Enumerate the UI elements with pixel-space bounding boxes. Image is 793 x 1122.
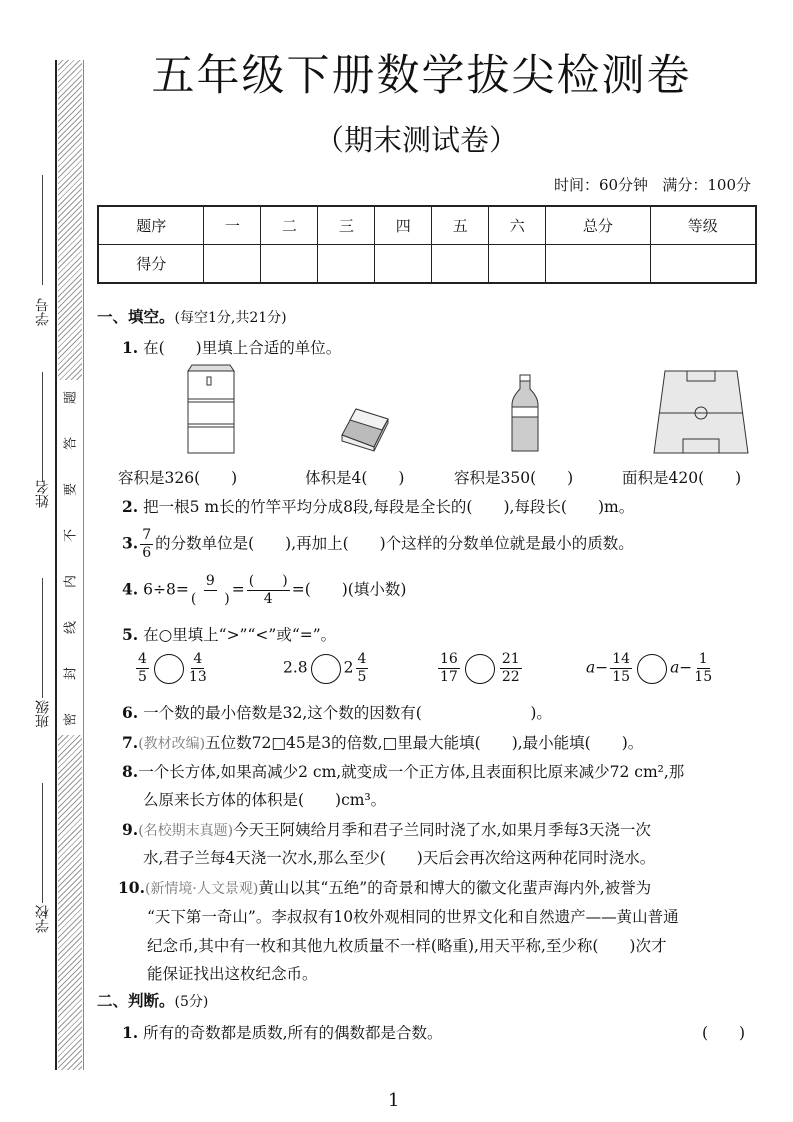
table-header: 四 bbox=[375, 206, 432, 245]
denominator: 4 bbox=[263, 591, 273, 607]
denominator: 5 bbox=[138, 669, 147, 685]
question-text-continued: “天下第一奇山”。李叔叔有10枚外观相同的世界文化和自然遗产——黄山普通 bbox=[147, 908, 679, 926]
numerator: 7 bbox=[142, 527, 152, 543]
question-number: 1. bbox=[122, 338, 139, 357]
question-text: 在○里填上“>”“<”或“=”。 bbox=[143, 626, 337, 644]
score-cell[interactable] bbox=[204, 245, 261, 284]
row-label: 得分 bbox=[98, 245, 204, 284]
denominator: ( ) bbox=[190, 591, 230, 607]
numerator: 4 bbox=[357, 651, 367, 667]
seal-char: 线 bbox=[63, 621, 79, 635]
question-number: 5. bbox=[122, 625, 139, 644]
question-1 bbox=[122, 336, 341, 358]
denominator: 13 bbox=[188, 669, 207, 685]
numerator: 21 bbox=[501, 651, 520, 667]
denominator: 15 bbox=[694, 669, 713, 685]
seal-char: 要 bbox=[63, 483, 79, 497]
section-title: 二、判断。 bbox=[97, 991, 175, 1010]
question-6 bbox=[122, 701, 552, 723]
fraction bbox=[189, 651, 207, 686]
question-7 bbox=[122, 731, 643, 753]
source-tag: (新情境·人文景观) bbox=[144, 881, 259, 897]
compare-item bbox=[283, 651, 370, 686]
question-2 bbox=[122, 495, 634, 517]
denominator: 22 bbox=[501, 669, 520, 685]
name-label: 姓名 bbox=[35, 480, 51, 508]
score-cell[interactable] bbox=[650, 245, 756, 284]
fraction bbox=[191, 573, 230, 608]
denominator: 15 bbox=[612, 669, 631, 685]
table-header: 题序 bbox=[98, 206, 204, 245]
section2-heading bbox=[97, 989, 208, 1011]
question-8 bbox=[122, 760, 684, 782]
table-header: 六 bbox=[489, 206, 546, 245]
fraction bbox=[694, 651, 712, 686]
equals: = bbox=[231, 580, 245, 599]
question-number: 1. bbox=[122, 1023, 139, 1042]
judge-question-1 bbox=[122, 1021, 443, 1043]
seal-char: 封 bbox=[63, 667, 79, 681]
time-info bbox=[554, 174, 751, 195]
score-cell[interactable] bbox=[261, 245, 318, 284]
fraction bbox=[136, 651, 149, 686]
table-header: 五 bbox=[432, 206, 489, 245]
question-number: 2. bbox=[122, 497, 139, 516]
question-text-continued: 能保证找出这枚纪念币。 bbox=[147, 965, 318, 983]
question-text-continued: 纪念币,其中有一枚和其他九枚质量不一样(略重),用天平称,至少称( )次才 bbox=[147, 937, 667, 955]
seal-char: 答 bbox=[63, 437, 79, 451]
table-header: 等级 bbox=[650, 206, 756, 245]
page-title: 五年级下册数学拔尖检测卷 bbox=[151, 51, 692, 101]
fridge-image bbox=[186, 363, 238, 455]
seal-char: 密 bbox=[63, 713, 79, 727]
duration: 时间：60分钟 bbox=[553, 176, 649, 194]
margin-border bbox=[55, 60, 57, 1070]
margin-border bbox=[83, 60, 84, 1070]
score-cell[interactable] bbox=[375, 245, 432, 284]
question-number: 10. bbox=[118, 878, 145, 897]
fraction bbox=[610, 651, 632, 686]
score-table bbox=[97, 205, 757, 284]
fraction bbox=[438, 651, 460, 686]
question-text-continued: 水,君子兰每4天浇一次水,那么至少( )天后会再次给这两种花同时浇水。 bbox=[143, 849, 656, 867]
denominator: 17 bbox=[440, 669, 458, 685]
question-text: 所有的奇数都是质数,所有的偶数都是合数。 bbox=[143, 1024, 443, 1042]
expression: a− bbox=[586, 658, 609, 677]
section-note: (5分) bbox=[174, 994, 209, 1010]
question-5 bbox=[122, 623, 336, 645]
question-3 bbox=[122, 527, 634, 562]
question-text: 把一根5 m长的竹竿平均分成8段,每段是全长的( ),每段长( )m。 bbox=[143, 498, 635, 516]
question-number: 8. bbox=[122, 762, 139, 781]
margin-hatch bbox=[58, 60, 82, 380]
seal-char: 不 bbox=[63, 529, 79, 543]
answer-circle[interactable] bbox=[311, 654, 341, 684]
numerator: 1 bbox=[698, 651, 708, 667]
fraction bbox=[247, 573, 290, 608]
question-text: 一个长方体,如果高减少2 cm,就变成一个正方体,且表面积比原来减少72 cm²,那 bbox=[138, 763, 685, 781]
margin-hatch bbox=[58, 735, 82, 1070]
question-text: 一个数的最小倍数是32,这个数的因数有( )。 bbox=[143, 704, 552, 722]
score-cell[interactable] bbox=[546, 245, 650, 284]
compare-item bbox=[586, 651, 714, 686]
school-line bbox=[42, 783, 43, 903]
numerator: 16 bbox=[440, 651, 458, 667]
number: 2 bbox=[343, 658, 354, 677]
full-score: 满分：100分 bbox=[662, 176, 751, 194]
page-subtitle: （期末测试卷） bbox=[314, 123, 518, 157]
numerator: 14 bbox=[612, 651, 631, 667]
question-number: 3. bbox=[122, 533, 139, 553]
question-text: 黄山以其“五绝”的奇景和博大的徽文化蜚声海内外,被誉为 bbox=[258, 879, 652, 897]
table-score-row bbox=[98, 245, 756, 284]
caption-field: 面积是420( ) bbox=[622, 469, 742, 487]
answer-blank[interactable]: ( ) bbox=[702, 1024, 746, 1042]
question-number: 7. bbox=[122, 733, 139, 752]
page-number: 1 bbox=[388, 1090, 400, 1111]
expression: 6÷8= bbox=[143, 580, 189, 599]
source-tag: (教材改编) bbox=[138, 736, 206, 752]
soccer-field-image bbox=[651, 369, 751, 455]
caption-eraser: 体积是4( ) bbox=[305, 469, 405, 487]
fraction bbox=[356, 651, 369, 686]
student-id-label: 学号 bbox=[35, 298, 51, 326]
question-text: 今天王阿姨给月季和君子兰同时浇了水,如果月季每3天浇一次 bbox=[233, 821, 651, 839]
denominator: 5 bbox=[357, 669, 367, 685]
question-text: 在( )里填上合适的单位。 bbox=[143, 339, 342, 357]
numerator: ( ) bbox=[248, 573, 288, 589]
question-text: 的分数单位是( ),再加上( )个这样的分数单位就是最小的质数。 bbox=[155, 534, 634, 553]
id-line bbox=[42, 175, 43, 285]
score-cell[interactable] bbox=[318, 245, 375, 284]
numerator: 9 bbox=[205, 573, 215, 589]
question-number: 9. bbox=[122, 820, 139, 839]
question-4 bbox=[122, 573, 406, 608]
bottle-image bbox=[508, 373, 542, 455]
name-line bbox=[42, 372, 43, 482]
answer-circle[interactable] bbox=[465, 654, 495, 684]
question-text: 五位数72□45是3的倍数,□里最大能填( ),最小能填( )。 bbox=[205, 734, 644, 752]
numerator: 4 bbox=[193, 651, 203, 667]
caption-fridge: 容积是326( ) bbox=[118, 469, 238, 487]
section1-heading bbox=[97, 305, 287, 327]
table-header: 二 bbox=[261, 206, 318, 245]
caption-bottle: 容积是350( ) bbox=[454, 469, 574, 487]
section-note: (每空1分,共21分) bbox=[174, 310, 287, 326]
answer-circle[interactable] bbox=[154, 654, 184, 684]
denominator: 6 bbox=[142, 545, 152, 561]
seal-char: 题 bbox=[63, 391, 79, 405]
answer-circle[interactable] bbox=[637, 654, 667, 684]
section-title: 一、填空。 bbox=[97, 307, 175, 326]
source-tag: (名校期末真题) bbox=[138, 823, 234, 839]
school-label: 学校 bbox=[35, 905, 51, 933]
question-text-continued: 么原来长方体的体积是( )cm³。 bbox=[143, 791, 387, 809]
question-9 bbox=[122, 818, 651, 840]
fraction bbox=[500, 651, 522, 686]
expression: a− bbox=[670, 658, 693, 677]
expression: =( )(填小数) bbox=[291, 580, 407, 599]
score-cell[interactable] bbox=[489, 245, 546, 284]
table-header-row bbox=[98, 206, 756, 245]
class-line bbox=[42, 578, 43, 698]
compare-item bbox=[134, 651, 209, 686]
score-cell[interactable] bbox=[432, 245, 489, 284]
question-10 bbox=[118, 876, 651, 898]
question-number: 4. bbox=[122, 579, 139, 599]
class-label: 班级 bbox=[35, 700, 51, 728]
table-header: 总分 bbox=[546, 206, 650, 245]
eraser-image bbox=[340, 405, 392, 453]
table-header: 三 bbox=[318, 206, 375, 245]
number: 2.8 bbox=[283, 658, 308, 677]
table-header: 一 bbox=[204, 206, 261, 245]
numerator: 4 bbox=[138, 651, 147, 667]
compare-item bbox=[436, 651, 524, 686]
question-number: 6. bbox=[122, 703, 139, 722]
seal-char: 内 bbox=[63, 575, 79, 589]
fraction bbox=[140, 527, 153, 562]
